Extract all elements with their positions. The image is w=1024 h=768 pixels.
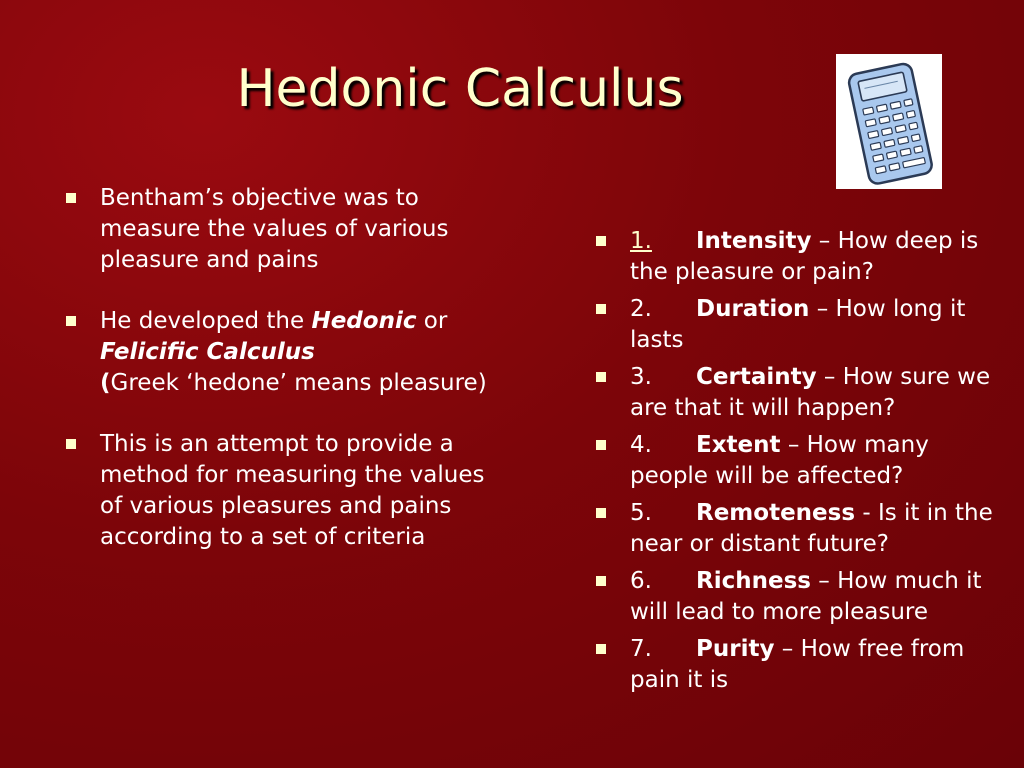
- paren-open: (: [100, 370, 111, 396]
- slide-title: Hedonic Calculus: [236, 59, 684, 119]
- criterion-desc: – How long it lasts: [630, 296, 966, 353]
- criterion-term: Remoteness: [696, 500, 856, 526]
- criterion-number: 4.: [630, 432, 652, 458]
- criterion-number: 2.: [630, 296, 652, 322]
- greek-note: Greek ‘hedone’ means pleasure): [110, 370, 487, 396]
- left-bullet-developed: [62, 306, 502, 399]
- bullet-marker: [66, 439, 76, 449]
- right-column: [592, 226, 1012, 702]
- bullet-marker: [596, 576, 606, 586]
- hedonic-term: Hedonic: [311, 308, 417, 334]
- criterion-term: Purity: [696, 636, 775, 662]
- bullet-marker: [66, 316, 76, 326]
- criterion-number: 6.: [630, 568, 652, 594]
- calculator-icon: [836, 54, 942, 189]
- criterion-term: Extent: [696, 432, 781, 458]
- bullet-marker: [596, 644, 606, 654]
- criterion-desc: – How free from pain it is: [630, 636, 965, 693]
- criterion-item: [592, 362, 1012, 424]
- left-column: [62, 183, 502, 583]
- bullet-marker: [66, 193, 76, 203]
- criterion-number: 7.: [630, 636, 652, 662]
- developed-pre: He developed the: [100, 308, 312, 334]
- criterion-number-link[interactable]: 1.: [630, 228, 652, 254]
- criterion-item: [592, 294, 1012, 356]
- bullet-marker: [596, 440, 606, 450]
- criterion-item: [592, 226, 1012, 288]
- felicific-term: Felicific Calculus: [100, 339, 315, 365]
- criterion-number: 3.: [630, 364, 652, 390]
- criterion-item: [592, 634, 1012, 696]
- attempt-text: This is an attempt to provide a method for measuring the values of various pleasures and pains according to a set of criteria: [100, 431, 485, 550]
- criterion-desc: – How many people will be affected?: [630, 432, 929, 489]
- calculator-image: [836, 54, 942, 189]
- criterion-item: [592, 498, 1012, 560]
- left-bullet-objective: [62, 183, 502, 276]
- criterion-term: Duration: [696, 296, 810, 322]
- criterion-desc: – How sure we are that it will happen?: [630, 364, 991, 421]
- bullet-marker: [596, 304, 606, 314]
- left-bullet-attempt: [62, 429, 502, 553]
- developed-or: or: [416, 308, 448, 334]
- criterion-term: Richness: [696, 568, 811, 594]
- objective-text: Bentham’s objective was to measure the values of various pleasure and pains: [100, 185, 449, 273]
- criterion-desc: – How much it will lead to more pleasure: [630, 568, 982, 625]
- bullet-marker: [596, 508, 606, 518]
- criterion-number: 5.: [630, 500, 652, 526]
- criterion-term: Intensity: [696, 228, 812, 254]
- criterion-desc: - Is it in the near or distant future?: [630, 500, 993, 557]
- bullet-marker: [596, 372, 606, 382]
- bullet-marker: [596, 236, 606, 246]
- criterion-item: [592, 566, 1012, 628]
- criterion-item: [592, 430, 1012, 492]
- criterion-term: Certainty: [696, 364, 817, 390]
- criterion-desc: – How deep is the pleasure or pain?: [630, 228, 979, 285]
